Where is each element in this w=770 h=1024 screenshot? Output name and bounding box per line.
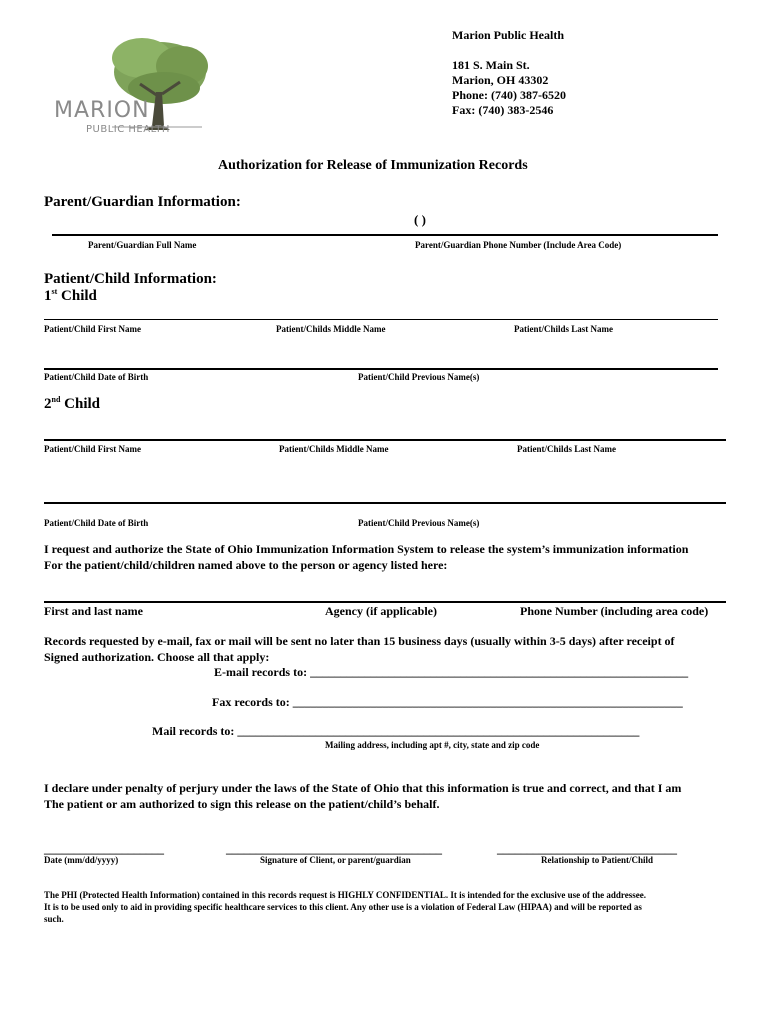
child2-last-name-label: Patient/Childs Last Name bbox=[517, 444, 616, 454]
patient-heading bbox=[44, 271, 217, 288]
authorize-line-2: For the patient/child/children named above to the person or agency listed here: bbox=[44, 558, 448, 572]
child2-middle-name-label: Patient/Childs Middle Name bbox=[279, 444, 389, 454]
logo-word-marion: MARION bbox=[54, 98, 150, 123]
footer-line-2: It is to be used only to aid in providing specific healthcare services to this client. Any other use is a violation of Federal Law (HIPAA) and will be reported as bbox=[44, 902, 642, 912]
child1-first-name-label: Patient/Child First Name bbox=[44, 324, 141, 334]
child2-prev-name-label: Patient/Child Previous Name(s) bbox=[358, 518, 480, 528]
child1-word: Child bbox=[57, 288, 97, 304]
org-address: 181 S. Main St. bbox=[452, 58, 530, 72]
signature-field[interactable]: ____________________________________ bbox=[226, 842, 442, 856]
child2-word: Child bbox=[60, 396, 101, 412]
org-city: Marion, OH 43302 bbox=[452, 73, 549, 87]
guardian-heading: Parent/Guardian Information: bbox=[44, 194, 241, 210]
recipient-phone-label: Phone Number (including area code) bbox=[520, 604, 709, 618]
guardian-phone-label: Parent/Guardian Phone Number (Include Area Code) bbox=[415, 240, 622, 250]
fax-records-field[interactable]: Fax records to: _________________________________________________________________ bbox=[212, 695, 683, 709]
child2-first-name-label: Patient/Child First Name bbox=[44, 444, 141, 454]
signature-label: Signature of Client, or parent/guardian bbox=[260, 855, 411, 865]
org-name: Marion Public Health bbox=[452, 28, 564, 42]
child1-sup: st bbox=[51, 287, 58, 296]
recipient-line[interactable] bbox=[44, 601, 726, 603]
recipient-agency-label: Agency (if applicable) bbox=[325, 604, 437, 618]
authorize-line-1: I request and authorize the State of Ohio Immunization Information System to release the system’s immunization information bbox=[44, 542, 689, 556]
records-line-1: Records requested by e-mail, fax or mail will be sent no later than 15 business days (usually within 3-5 days) after receipt of bbox=[44, 634, 675, 648]
marion-public-health-logo bbox=[52, 30, 212, 140]
child1-prev-name-label: Patient/Child Previous Name(s) bbox=[358, 372, 480, 382]
child2-dob-label: Patient/Child Date of Birth bbox=[44, 518, 149, 528]
relationship-label: Relationship to Patient/Child bbox=[541, 855, 654, 865]
page-title: Authorization for Release of Immunization Records bbox=[218, 158, 528, 173]
logo-word-public-health: PUBLIC HEALTH bbox=[86, 124, 170, 135]
guardian-field-line[interactable] bbox=[52, 234, 718, 236]
date-field[interactable]: ____________________ bbox=[44, 842, 164, 856]
declare-line-1: I declare under penalty of perjury under the laws of the State of Ohio that this information is true and correct, and that I am bbox=[44, 781, 682, 795]
child1-middle-name-label: Patient/Childs Middle Name bbox=[276, 324, 386, 334]
child1-dob-line[interactable] bbox=[44, 368, 718, 370]
child1-name-line[interactable] bbox=[44, 319, 718, 320]
child2-num: 2 bbox=[44, 396, 52, 412]
patient-heading-text: Patient/Child Information: bbox=[44, 271, 217, 287]
org-fax: Fax: (740) 383-2546 bbox=[452, 103, 554, 117]
records-line-2: Signed authorization. Choose all that apply: bbox=[44, 650, 270, 664]
child1-num: 1 bbox=[44, 288, 52, 304]
org-phone: Phone: (740) 387-6520 bbox=[452, 88, 566, 102]
child2-sup: nd bbox=[51, 395, 61, 404]
footer-line-3: such. bbox=[44, 914, 64, 924]
child1-dob-label: Patient/Child Date of Birth bbox=[44, 372, 149, 382]
child2-heading bbox=[44, 396, 100, 413]
mail-records-field[interactable]: Mail records to: ___________________________________________________________________ bbox=[152, 724, 640, 738]
relationship-field[interactable]: ______________________________ bbox=[497, 842, 677, 856]
child2-name-line[interactable] bbox=[44, 439, 726, 441]
child2-dob-line[interactable] bbox=[44, 502, 726, 504]
footer-line-1: The PHI (Protected Health Information) contained in this records request is HIGHLY CONFIDENTIAL. It is intended for the exclusive use of the addressee. bbox=[44, 890, 646, 900]
guardian-full-name-label: Parent/Guardian Full Name bbox=[88, 240, 197, 250]
guardian-phone-paren: ( ) bbox=[414, 212, 426, 227]
recipient-name-label: First and last name bbox=[44, 604, 143, 618]
date-label: Date (mm/dd/yyyy) bbox=[44, 855, 119, 865]
mail-address-note: Mailing address, including apt #, city, state and zip code bbox=[325, 740, 540, 750]
child1-heading bbox=[44, 288, 97, 305]
declare-line-2: The patient or am authorized to sign this release on the patient/child’s behalf. bbox=[44, 797, 440, 811]
email-records-field[interactable]: E-mail records to: _______________________________________________________________ bbox=[214, 665, 689, 679]
child1-last-name-label: Patient/Childs Last Name bbox=[514, 324, 613, 334]
